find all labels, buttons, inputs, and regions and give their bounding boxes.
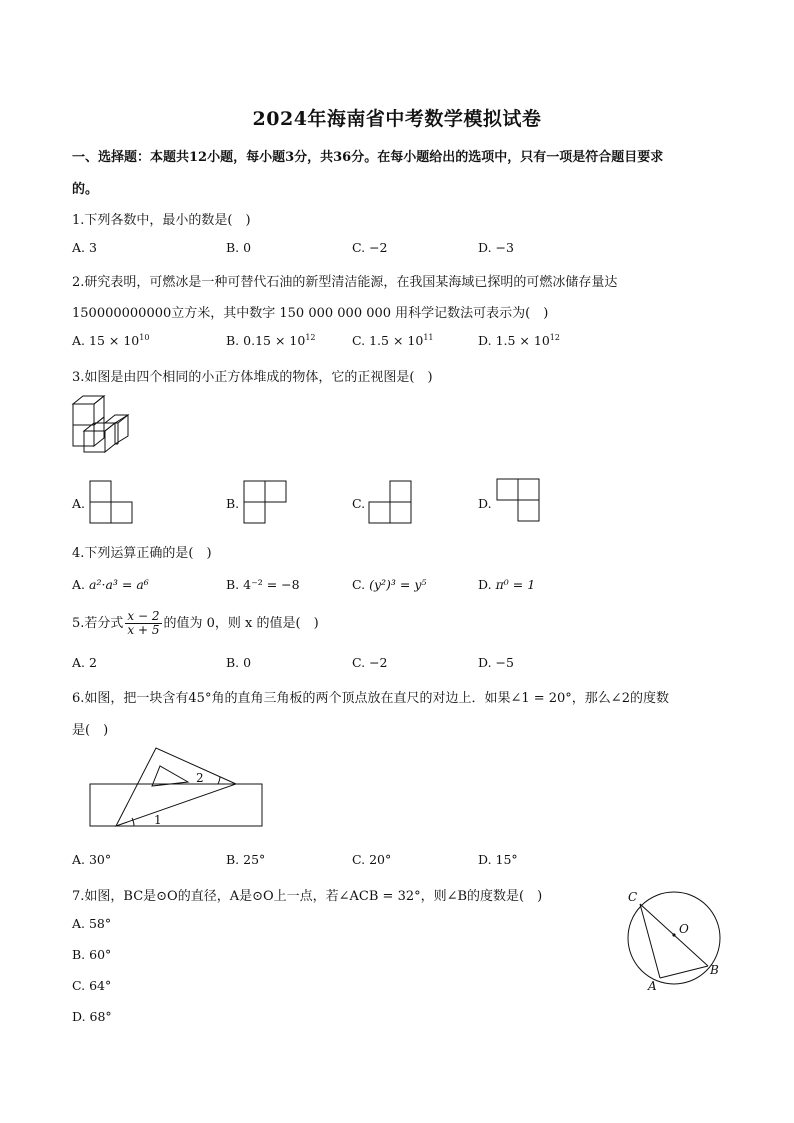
- q1-option-b: B. 0: [226, 240, 252, 255]
- q4-option-c-label: C.: [352, 577, 366, 592]
- q3-option-a-label: A.: [72, 496, 86, 511]
- q7-stem: 7.如图，BC是⊙O的直径，A是⊙O上一点，若∠ACB = 32°，则∠B的度数是( ): [72, 889, 543, 904]
- q2-option-b-exp: 12: [305, 333, 316, 342]
- q5-stem: [72, 610, 319, 637]
- q2-stem-line2: 150000000000立方米，其中数字 150 000 000 000 用科学记数法可表示为( ): [72, 306, 549, 321]
- q2-option-c-label: C.: [352, 333, 366, 349]
- q4-option-a: [72, 577, 149, 592]
- q2-option-d-exp: 12: [549, 333, 560, 342]
- q2-option-c-mantissa: 1.5 × 10: [369, 333, 424, 349]
- q2-option-b-label: B.: [226, 333, 240, 349]
- q6-option-a: A. 30°: [72, 852, 112, 867]
- q4-option-b-expr: 4⁻² = −8: [243, 577, 300, 592]
- section-instructions-line2: 的。: [72, 182, 99, 197]
- q6-stem-line2: 是( ): [72, 723, 109, 738]
- q3-option-a-view: [89, 480, 133, 524]
- q4-option-d-expr: π⁰ = 1: [495, 577, 536, 592]
- q2-option-c-exp: 11: [423, 333, 434, 342]
- q7-option-b: B. 60°: [72, 947, 112, 962]
- q3-option-d-view: [496, 478, 540, 522]
- q4-option-b: [226, 577, 300, 592]
- q2-option-c: [352, 333, 434, 348]
- q4-option-d-label: D.: [478, 577, 492, 592]
- chord-ca: [640, 904, 660, 978]
- q5-frac-denominator: x + 5: [127, 623, 160, 637]
- q1-option-d: D. −3: [478, 240, 514, 255]
- q6-option-d: D. 15°: [478, 852, 518, 867]
- q5-option-d: D. −5: [478, 655, 514, 670]
- q6-stem-line1: 6.如图，把一块含有45°角的直角三角板的两个顶点放在直尺的对边上．如果∠1 = 20°，那么∠2的度数: [72, 691, 669, 706]
- q3-option-d-label: D.: [478, 496, 492, 511]
- angle-2-label: 2: [196, 771, 204, 785]
- q6-option-c: C. 20°: [352, 852, 392, 867]
- q1-option-c: C. −2: [352, 240, 388, 255]
- q2-option-a-exp: 10: [139, 333, 150, 342]
- q7-option-d: D. 68°: [72, 1009, 112, 1024]
- triangle-outer: [116, 748, 236, 826]
- q4-option-b-label: B.: [226, 577, 240, 592]
- section-instructions-line1: 一、选择题：本题共12小题，每小题3分，共36分。在每小题给出的选项中，只有一项是符合题目要求: [72, 150, 664, 165]
- q7-option-a: A. 58°: [72, 916, 112, 931]
- q4-option-a-label: A.: [72, 577, 86, 592]
- q2-option-a-label: A.: [72, 333, 86, 349]
- q5-option-c: C. −2: [352, 655, 388, 670]
- q3-cube-stack-figure: [70, 392, 132, 462]
- q1-stem: 1.下列各数中，最小的数是( ): [72, 213, 251, 228]
- q2-option-d-label: D.: [478, 333, 492, 349]
- q5-frac-numerator: x − 2: [127, 609, 160, 623]
- q2-option-a-mantissa: 15 × 10: [89, 333, 140, 349]
- q2-option-a: [72, 333, 149, 348]
- q2-option-d-mantissa: 1.5 × 10: [495, 333, 550, 349]
- page-title: 2024年海南省中考数学模拟试卷: [252, 108, 542, 130]
- angle-1-label: 1: [154, 813, 162, 827]
- q4-option-c: [352, 577, 426, 592]
- q1-option-a: A. 3: [72, 240, 97, 255]
- label-o: O: [679, 922, 689, 936]
- q7-circle-figure: [616, 886, 728, 994]
- label-b: B: [710, 963, 719, 977]
- q6-ruler-triangle-figure: [86, 744, 268, 830]
- q2-option-b: [226, 333, 316, 348]
- q5-option-a: A. 2: [72, 655, 97, 670]
- q2-option-b-mantissa: 0.15 × 10: [243, 333, 306, 349]
- triangle-inner: [152, 766, 188, 786]
- label-a: A: [648, 979, 657, 993]
- q4-option-d: [478, 577, 535, 592]
- chord-ab: [660, 966, 708, 978]
- q3-stem: 3.如图是由四个相同的小正方体堆成的物体，它的正视图是( ): [72, 370, 433, 385]
- q5-stem-post: 的值为 0，则 x 的值是( ): [163, 616, 319, 631]
- q3-option-b-label: B.: [226, 496, 240, 511]
- q2-stem-line1: 2.研究表明，可燃冰是一种可替代石油的新型清洁能源，在我国某海域已探明的可燃冰储存量达: [72, 275, 618, 290]
- q3-option-b-view: [243, 480, 287, 524]
- q3-option-c-view: [368, 480, 412, 524]
- q5-fraction: [125, 610, 161, 637]
- q4-option-c-expr: (y²)³ = y⁵: [369, 577, 427, 592]
- q4-option-a-expr: a²·a³ = a⁶: [89, 577, 149, 592]
- label-c: C: [628, 890, 638, 904]
- q7-option-c: C. 64°: [72, 978, 112, 993]
- q5-stem-pre: 5.若分式: [72, 616, 124, 631]
- center-point: [672, 933, 675, 936]
- q4-stem: 4.下列运算正确的是( ): [72, 546, 212, 561]
- q2-option-d: [478, 333, 560, 348]
- q3-option-c-label: C.: [352, 496, 366, 511]
- q6-option-b: B. 25°: [226, 852, 266, 867]
- q5-option-b: B. 0: [226, 655, 252, 670]
